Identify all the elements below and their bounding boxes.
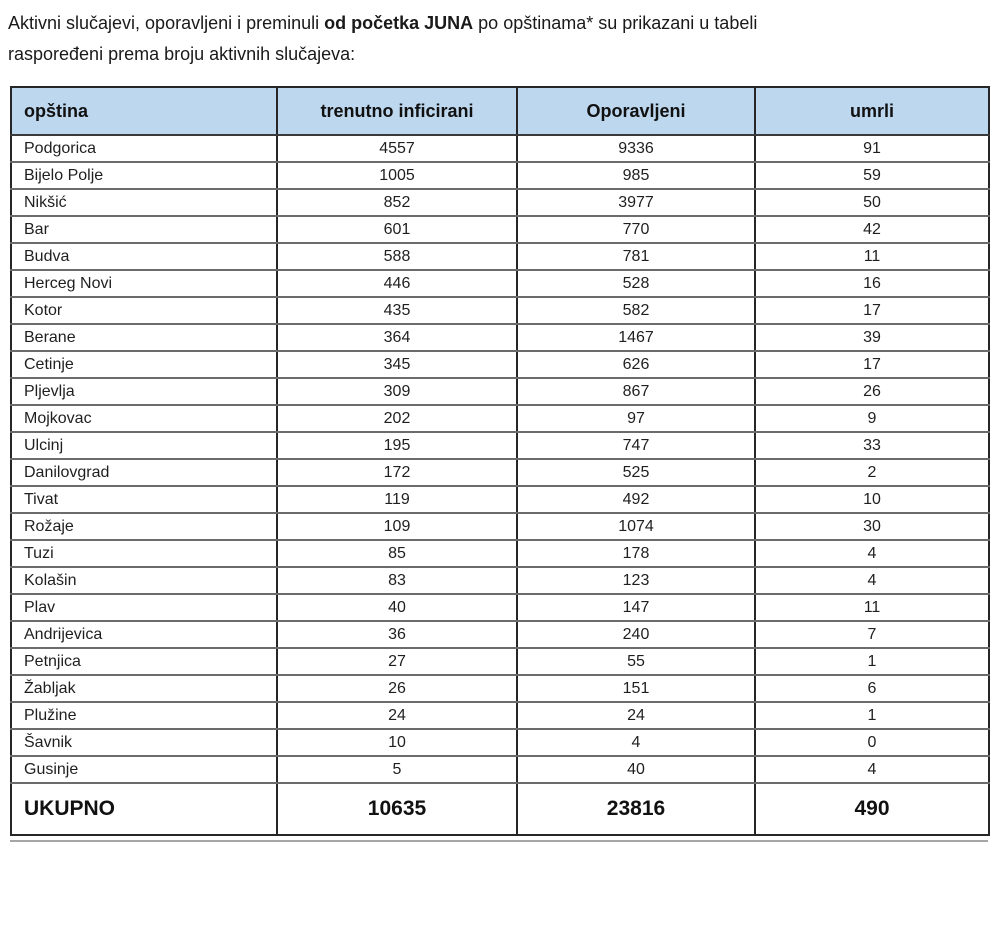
value-cell: 59 [755, 162, 989, 189]
table-row [11, 405, 989, 432]
table-row [11, 702, 989, 729]
municipality-cell: Rožaje [11, 513, 277, 540]
value-cell: 109 [277, 513, 517, 540]
value-cell: 178 [517, 540, 755, 567]
municipality-cell: Pljevlja [11, 378, 277, 405]
value-cell: 17 [755, 297, 989, 324]
value-cell: 83 [277, 567, 517, 594]
municipality-cell: Tivat [11, 486, 277, 513]
value-cell: 588 [277, 243, 517, 270]
value-cell: 24 [517, 702, 755, 729]
municipality-cell: Nikšić [11, 189, 277, 216]
value-cell: 40 [517, 756, 755, 783]
value-cell: 364 [277, 324, 517, 351]
municipality-cell: Herceg Novi [11, 270, 277, 297]
table-row [11, 675, 989, 702]
municipality-cell: Budva [11, 243, 277, 270]
value-cell: 4557 [277, 135, 517, 162]
value-cell: 2 [755, 459, 989, 486]
table-row [11, 378, 989, 405]
value-cell: 1005 [277, 162, 517, 189]
table-row [11, 567, 989, 594]
value-cell: 55 [517, 648, 755, 675]
value-cell: 1074 [517, 513, 755, 540]
intro-text-rest: po opštinama* su prikazani u tabeli [473, 13, 758, 33]
table-row [11, 648, 989, 675]
value-cell: 172 [277, 459, 517, 486]
municipality-cell: Tuzi [11, 540, 277, 567]
municipality-cell: Plav [11, 594, 277, 621]
intro-paragraph [8, 8, 990, 70]
value-cell: 3977 [517, 189, 755, 216]
table-header-row [11, 87, 989, 135]
value-cell: 4 [755, 540, 989, 567]
header-cell-trenutno-inficirani: trenutno inficirani [277, 87, 517, 135]
value-cell: 446 [277, 270, 517, 297]
value-cell: 195 [277, 432, 517, 459]
municipality-cell: Andrijevica [11, 621, 277, 648]
value-cell: 1467 [517, 324, 755, 351]
municipality-cell: Bar [11, 216, 277, 243]
value-cell: 5 [277, 756, 517, 783]
value-cell: 582 [517, 297, 755, 324]
table-body [11, 135, 989, 783]
value-cell: 240 [517, 621, 755, 648]
value-cell: 11 [755, 594, 989, 621]
table-row [11, 621, 989, 648]
value-cell: 528 [517, 270, 755, 297]
value-cell: 97 [517, 405, 755, 432]
value-cell: 6 [755, 675, 989, 702]
value-cell: 123 [517, 567, 755, 594]
municipality-cell: Mojkovac [11, 405, 277, 432]
table-row [11, 270, 989, 297]
value-cell: 7 [755, 621, 989, 648]
value-cell: 202 [277, 405, 517, 432]
value-cell: 17 [755, 351, 989, 378]
value-cell: 30 [755, 513, 989, 540]
value-cell: 1 [755, 702, 989, 729]
value-cell: 40 [277, 594, 517, 621]
municipality-cell: Danilovgrad [11, 459, 277, 486]
table-bottom-rule [10, 840, 988, 842]
municipality-cell: Kolašin [11, 567, 277, 594]
table-row [11, 162, 989, 189]
table-row [11, 513, 989, 540]
intro-text-line2: raspoređeni prema broju aktivnih slučajeva: [8, 44, 356, 64]
value-cell: 91 [755, 135, 989, 162]
table-row [11, 729, 989, 756]
total-row [11, 783, 989, 835]
table-row [11, 756, 989, 783]
value-cell: 16 [755, 270, 989, 297]
value-cell: 10 [277, 729, 517, 756]
municipality-cell: Kotor [11, 297, 277, 324]
header-cell-oporavljeni: Oporavljeni [517, 87, 755, 135]
total-label: UKUPNO [11, 783, 277, 835]
value-cell: 525 [517, 459, 755, 486]
municipality-cell: Cetinje [11, 351, 277, 378]
table-row [11, 486, 989, 513]
municipality-cell: Žabljak [11, 675, 277, 702]
intro-text-regular: Aktivni slučajevi, oporavljeni i preminuli [8, 13, 325, 33]
value-cell: 85 [277, 540, 517, 567]
value-cell: 770 [517, 216, 755, 243]
value-cell: 33 [755, 432, 989, 459]
total-deaths: 490 [755, 783, 989, 835]
value-cell: 492 [517, 486, 755, 513]
value-cell: 24 [277, 702, 517, 729]
value-cell: 747 [517, 432, 755, 459]
value-cell: 852 [277, 189, 517, 216]
municipality-cell: Šavnik [11, 729, 277, 756]
municipality-cell: Berane [11, 324, 277, 351]
header-cell-opstina: opština [11, 87, 277, 135]
municipality-cell: Petnjica [11, 648, 277, 675]
value-cell: 119 [277, 486, 517, 513]
value-cell: 9336 [517, 135, 755, 162]
value-cell: 26 [277, 675, 517, 702]
header-cell-umrli: umrli [755, 87, 989, 135]
value-cell: 309 [277, 378, 517, 405]
total-infected: 10635 [277, 783, 517, 835]
value-cell: 781 [517, 243, 755, 270]
value-cell: 26 [755, 378, 989, 405]
municipality-cell: Ulcinj [11, 432, 277, 459]
value-cell: 27 [277, 648, 517, 675]
value-cell: 435 [277, 297, 517, 324]
table-row [11, 189, 989, 216]
value-cell: 36 [277, 621, 517, 648]
value-cell: 147 [517, 594, 755, 621]
municipality-cell: Plužine [11, 702, 277, 729]
value-cell: 4 [517, 729, 755, 756]
value-cell: 50 [755, 189, 989, 216]
value-cell: 42 [755, 216, 989, 243]
value-cell: 985 [517, 162, 755, 189]
value-cell: 9 [755, 405, 989, 432]
value-cell: 867 [517, 378, 755, 405]
value-cell: 601 [277, 216, 517, 243]
value-cell: 345 [277, 351, 517, 378]
value-cell: 626 [517, 351, 755, 378]
value-cell: 4 [755, 567, 989, 594]
value-cell: 151 [517, 675, 755, 702]
table-row [11, 324, 989, 351]
value-cell: 4 [755, 756, 989, 783]
value-cell: 1 [755, 648, 989, 675]
municipality-cell: Gusinje [11, 756, 277, 783]
value-cell: 10 [755, 486, 989, 513]
table-row [11, 459, 989, 486]
value-cell: 11 [755, 243, 989, 270]
table-row [11, 351, 989, 378]
table-row [11, 297, 989, 324]
municipality-cell: Podgorica [11, 135, 277, 162]
total-recovered: 23816 [517, 783, 755, 835]
municipality-cell: Bijelo Polje [11, 162, 277, 189]
table-row [11, 594, 989, 621]
value-cell: 39 [755, 324, 989, 351]
municipality-table [10, 86, 990, 836]
intro-text-bold: od početka JUNA [324, 13, 474, 33]
value-cell: 0 [755, 729, 989, 756]
table-row [11, 540, 989, 567]
table-row [11, 216, 989, 243]
table-row [11, 135, 989, 162]
table-row [11, 243, 989, 270]
table-row [11, 432, 989, 459]
